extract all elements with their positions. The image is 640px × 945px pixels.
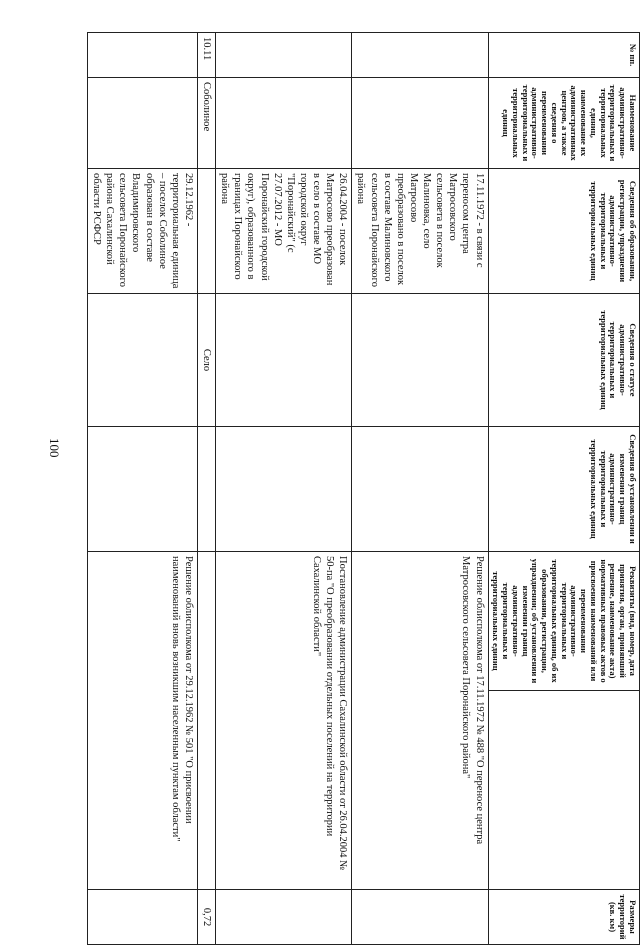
cell-borders: [197, 427, 215, 552]
cell-name: [216, 78, 352, 169]
cell-status: [352, 294, 488, 427]
register-table: [87, 32, 640, 945]
header-borders: Сведения об установлении и изменении границ административно-территориальных и территориальных единиц: [488, 427, 639, 552]
cell-area: [216, 890, 352, 945]
cell-acts: Решение облисполкома от 17.11.1972 № 488 "О переносе центра Матросовского сельсовета Поронайского района": [352, 552, 488, 890]
cell-number: [216, 33, 352, 78]
cell-borders: [87, 427, 197, 552]
cell-area: [352, 890, 488, 945]
cell-status: [87, 294, 197, 427]
cell-borders: [216, 427, 352, 552]
cell-formation: 26.04.2004 - поселок Матросово преобразован в село в составе МО городской округ "Поронайский" (с 27.07.2012 - МО Поронайский городской округ), образованного в границах Поронайского района: [216, 169, 352, 294]
cell-number: [352, 33, 488, 78]
header-name: Наименование административно-территориальных и территориальных единиц, наименование их административных центров, а также сведения о переименовании административно-территориальных и территориальных единиц: [488, 78, 639, 169]
header-formation: Сведения об образовании, регистрации, упразднении административно-территориальных и территориальных единиц: [488, 169, 639, 294]
cell-formation: [197, 169, 215, 294]
cell-formation: 29.12.1962 - территориальная единица – поселок Соболиное образован в составе Владимировского сельсовета Поронайского района Сахалинской области РСФСР: [87, 169, 197, 294]
header-number: № пп.: [488, 33, 639, 78]
cell-name: Соболиное: [197, 78, 215, 169]
cell-acts: [197, 552, 215, 890]
rotated-page: [80, 32, 640, 940]
header-area: Размеры территорий (кв. км): [488, 890, 639, 945]
cell-formation: 17.11.1972 - в связи с переносом центра Матросовского сельсовета в поселок Малиновка, село Матросово преобразовано в поселок в составе Малиновского сельсовета Поронайского района: [352, 169, 488, 294]
cell-acts: Постановление администрации Сахалинской области от 26.04.2004 № 50-па "О преобразовании отдельных поселений на территории Сахалинской области": [216, 552, 352, 890]
cell-name: [352, 78, 488, 169]
table-row: [87, 33, 197, 945]
table-row: [197, 33, 215, 945]
header-acts-extra: [488, 691, 639, 890]
table-row: [352, 33, 488, 945]
cell-status: [216, 294, 352, 427]
cell-area: [87, 890, 197, 945]
cell-number: 10.11: [197, 33, 215, 78]
table-row: [216, 33, 352, 945]
cell-area: 0,72: [197, 890, 215, 945]
cell-acts: Решение облисполкома от 29.12.1962 № 501 "О присвоении наименований вновь возникшим населенным пунктам области": [87, 552, 197, 890]
cell-name: [87, 78, 197, 169]
cell-borders: [352, 427, 488, 552]
cell-status: Село: [197, 294, 215, 427]
header-row: [488, 33, 639, 945]
header-acts: Реквизиты (вид, номер, дата принятия, орган, принявший решение, наименование акта) нормативных правовых актов о присвоении наименований или переименовании административно-территориальных и территориальных единиц, об их образовании, регистрации, упразднении; об установлении и изменении границ административно-территориальных и территориальных единиц: [488, 552, 639, 691]
page-number: 100: [47, 438, 62, 458]
header-status: Сведения о статусе административно-территориальных и территориальных единиц: [488, 294, 639, 427]
cell-number: [87, 33, 197, 78]
